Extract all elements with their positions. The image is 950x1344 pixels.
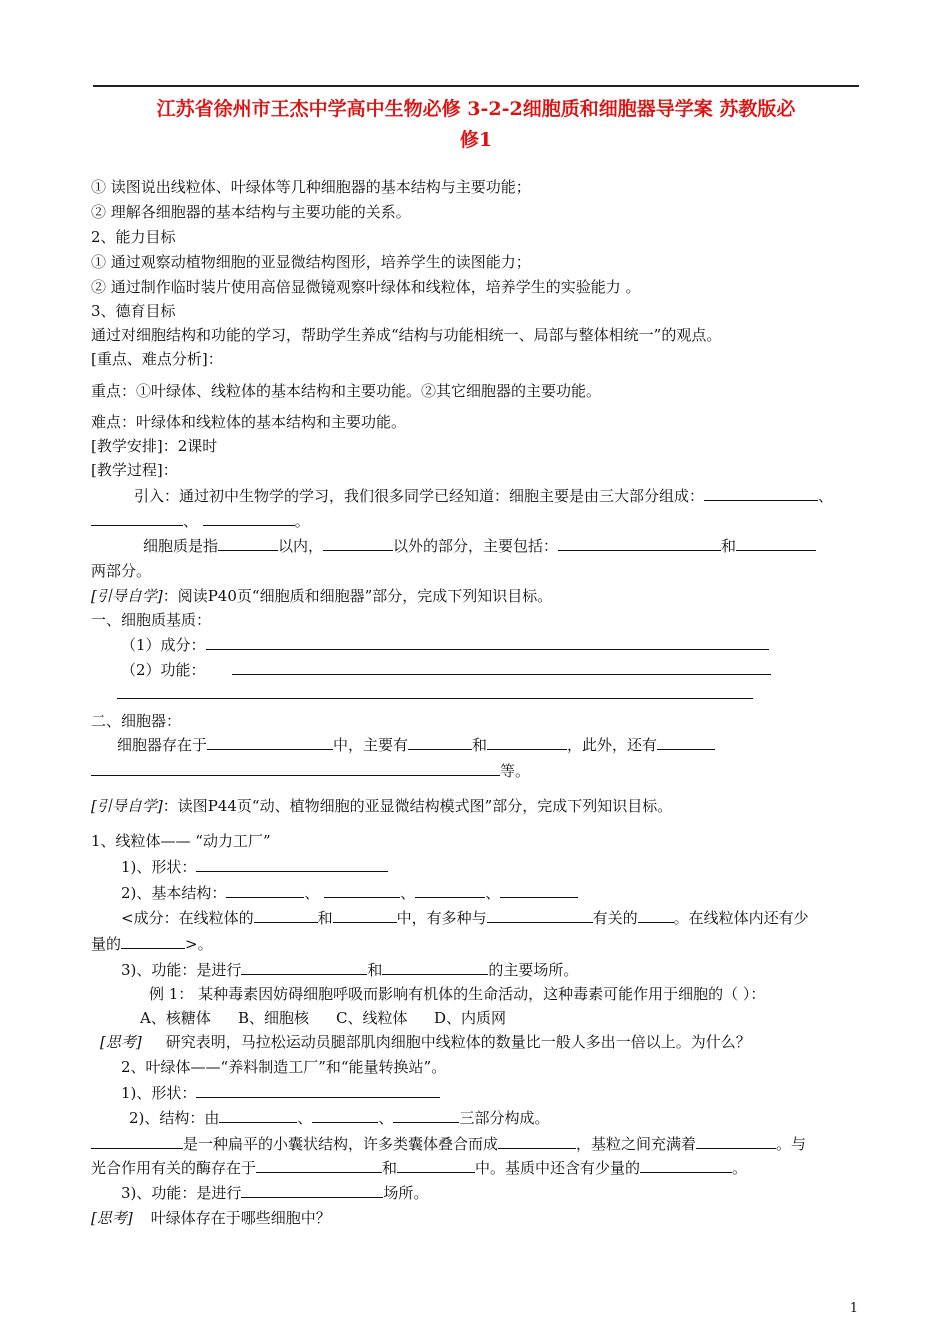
mito-heading: 1、线粒体—— “动力工厂” bbox=[91, 832, 271, 850]
option-a[interactable]: A、核糖体 bbox=[140, 1009, 211, 1027]
think-text: 研究表明，马拉松运动员腿部肌肉细胞中线粒体的数量比一般人多出一倍以上。为什么？ bbox=[165, 1033, 751, 1051]
text: 2)、基本结构： bbox=[121, 884, 227, 902]
mito-function bbox=[121, 959, 578, 981]
separator: 、 bbox=[400, 884, 416, 902]
example-options bbox=[140, 1007, 506, 1029]
text: 三部分构成。 bbox=[459, 1109, 550, 1127]
option-b[interactable]: B、细胞核 bbox=[238, 1009, 310, 1027]
page-number: 1 bbox=[849, 1301, 858, 1316]
think-label: [思考] bbox=[100, 1033, 142, 1051]
blank[interactable] bbox=[254, 907, 318, 923]
text: 细胞质是指 bbox=[143, 537, 219, 555]
teaching-schedule: [教学安排]：2课时 bbox=[91, 437, 218, 455]
text: 细胞器存在于 bbox=[117, 736, 208, 754]
chloro-function bbox=[121, 1182, 428, 1204]
text: 光合作用有关的酶存在于 bbox=[91, 1159, 257, 1177]
header-rule bbox=[93, 85, 859, 87]
objective-1: ① 读图说出线粒体、叶绿体等几种细胞器的基本结构与主要功能； bbox=[91, 178, 531, 196]
organelle-line bbox=[117, 734, 715, 756]
blank[interactable] bbox=[324, 882, 400, 898]
text: （2）功能： bbox=[121, 661, 206, 679]
separator: 、 bbox=[304, 884, 320, 902]
moral-heading: 3、德育目标 bbox=[91, 302, 176, 320]
organelle-line-2 bbox=[91, 760, 530, 782]
text: 有关的 bbox=[592, 909, 638, 927]
blank[interactable] bbox=[196, 856, 388, 872]
intro-line-2 bbox=[91, 510, 310, 532]
blank[interactable] bbox=[408, 734, 472, 750]
thylakoid-line bbox=[91, 1133, 806, 1155]
blank[interactable] bbox=[696, 1133, 776, 1149]
title-line-2: 修1 bbox=[459, 129, 493, 151]
blank[interactable] bbox=[219, 1107, 297, 1123]
ability-heading: 2、能力目标 bbox=[91, 228, 176, 246]
mito-structure bbox=[121, 882, 578, 904]
chloro-heading: 2、叶绿体——“养料制造工厂”和“能量转换站”。 bbox=[121, 1058, 447, 1076]
blank[interactable] bbox=[638, 907, 674, 923]
blank[interactable] bbox=[226, 882, 304, 898]
key-points: 重点：①叶绿体、线粒体的基本结构和主要功能。②其它细胞器的主要功能。 bbox=[91, 382, 602, 400]
text: 2)、结构：由 bbox=[129, 1109, 220, 1127]
mito-shape bbox=[121, 856, 388, 878]
text: 中。基质中还含有少量的 bbox=[475, 1159, 641, 1177]
text: 3)、功能：是进行 bbox=[121, 961, 242, 979]
period: 。 bbox=[732, 1159, 748, 1177]
mito-composition bbox=[121, 907, 809, 929]
blank[interactable] bbox=[487, 907, 593, 923]
difficult-points: 难点：叶绿体和线粒体的基本结构和主要功能。 bbox=[91, 413, 407, 431]
blank[interactable] bbox=[736, 535, 816, 551]
separator: 、 bbox=[485, 884, 501, 902]
blank[interactable] bbox=[196, 1082, 440, 1098]
title-line-1: 江苏省徐州市王杰中学高中生物必修 3-2-2细胞质和细胞器导学案 苏教版必 bbox=[156, 98, 796, 120]
chloro-shape bbox=[121, 1082, 440, 1104]
blank[interactable] bbox=[91, 1133, 183, 1149]
text: 的主要场所。 bbox=[488, 961, 579, 979]
separator: 、 bbox=[183, 512, 199, 530]
intro-line bbox=[134, 485, 833, 507]
text: 以内， bbox=[278, 537, 324, 555]
two-parts: 两部分。 bbox=[91, 562, 152, 580]
think-2 bbox=[91, 1207, 331, 1229]
function-line bbox=[121, 659, 771, 681]
separator: 、 bbox=[378, 1109, 394, 1127]
key-heading: [重点、难点分析]： bbox=[91, 350, 223, 368]
mito-composition-2 bbox=[91, 933, 213, 955]
text: 和 bbox=[721, 537, 737, 555]
text: 。在线粒体内还有少 bbox=[673, 909, 809, 927]
text: ，基粒之间充满着 bbox=[576, 1135, 697, 1153]
option-d[interactable]: D、内质网 bbox=[434, 1009, 507, 1027]
text: 是一种扁平的小囊状结构，许多类囊体叠合而成 bbox=[183, 1135, 499, 1153]
text: 中，主要有 bbox=[333, 736, 409, 754]
think-label: [思考] bbox=[91, 1209, 133, 1227]
text: 和 bbox=[382, 1159, 398, 1177]
ability-1: ① 通过观察动植物细胞的亚显微结构图形，培养学生的读图能力； bbox=[91, 253, 531, 271]
blank[interactable] bbox=[207, 734, 333, 750]
chloro-structure bbox=[129, 1107, 549, 1129]
separator: 、 bbox=[297, 1109, 313, 1127]
blank[interactable] bbox=[393, 1107, 459, 1123]
period: 。 bbox=[294, 512, 310, 530]
think-1 bbox=[100, 1031, 751, 1053]
blank[interactable] bbox=[121, 933, 185, 949]
text: 和 bbox=[317, 909, 333, 927]
cytoplasm-line bbox=[143, 535, 816, 557]
text: 场所。 bbox=[383, 1184, 429, 1202]
text: 。与 bbox=[776, 1135, 807, 1153]
function-blank-2[interactable] bbox=[117, 698, 753, 699]
text: 等。 bbox=[500, 762, 531, 780]
blank[interactable] bbox=[218, 535, 278, 551]
text: 和 bbox=[367, 961, 383, 979]
text: 中，有多种与 bbox=[396, 909, 487, 927]
enzyme-line bbox=[91, 1157, 747, 1179]
blank[interactable] bbox=[256, 1157, 382, 1173]
blank[interactable] bbox=[382, 959, 488, 975]
blank[interactable] bbox=[397, 1157, 475, 1173]
blank[interactable] bbox=[312, 1107, 378, 1123]
text: ，此外，还有 bbox=[567, 736, 658, 754]
ability-2: ② 通过制作临时装片使用高倍显微镜观察叶绿体和线粒体，培养学生的实验能力 。 bbox=[91, 278, 641, 296]
example-1: 例 1： 某种毒素因妨碍细胞呼吸而影响有机体的生命活动，这种毒素可能作用于细胞的（ ）： bbox=[149, 985, 766, 1003]
text: 和 bbox=[472, 736, 488, 754]
blank[interactable] bbox=[487, 734, 567, 750]
think-text: 叶绿体存在于哪些细胞中？ bbox=[150, 1209, 331, 1227]
text: 1)、形状： bbox=[121, 1084, 197, 1102]
blank[interactable] bbox=[203, 510, 295, 526]
blank[interactable] bbox=[323, 535, 393, 551]
blank[interactable] bbox=[704, 485, 818, 501]
guide-text: ：读图P44页“动、植物细胞的亚显微结构模式图”部分，完成下列知识目标。 bbox=[162, 797, 673, 815]
guide-label: [引导自学] bbox=[91, 587, 163, 605]
teaching-process: [教学过程]： bbox=[91, 461, 178, 479]
blank[interactable] bbox=[241, 1182, 383, 1198]
guide-line-2 bbox=[91, 795, 672, 817]
blank[interactable] bbox=[333, 907, 397, 923]
blank[interactable] bbox=[91, 760, 500, 776]
objective-2: ② 理解各细胞器的基本结构与主要功能的关系。 bbox=[91, 203, 411, 221]
composition-line bbox=[121, 634, 769, 656]
moral-1: 通过对细胞结构和功能的学习，帮助学生养成“结构与功能相统一、局部与整体相统一”的观点。 bbox=[91, 326, 722, 344]
blank[interactable] bbox=[657, 734, 715, 750]
matrix-heading: 一、细胞质基质： bbox=[91, 611, 212, 629]
text: <成分：在线粒体的 bbox=[121, 909, 254, 927]
text: 3)、功能：是进行 bbox=[121, 1184, 242, 1202]
blank[interactable] bbox=[241, 959, 367, 975]
text: 以外的部分，主要包括： bbox=[393, 537, 559, 555]
blank[interactable] bbox=[206, 634, 769, 650]
guide-label: [引导自学] bbox=[91, 797, 163, 815]
organelle-heading: 二、细胞器： bbox=[91, 712, 182, 730]
intro-text: 引入：通过初中生物学的学习，我们很多同学已经知道：细胞主要是由三大部分组成： bbox=[134, 487, 705, 505]
blank[interactable] bbox=[558, 535, 721, 551]
text: 1)、形状： bbox=[121, 858, 197, 876]
option-c[interactable]: C、线粒体 bbox=[336, 1009, 408, 1027]
blank[interactable] bbox=[91, 510, 183, 526]
guide-text: ：阅读P40页“细胞质和细胞器”部分，完成下列知识目标。 bbox=[162, 587, 553, 605]
document-title bbox=[93, 94, 859, 156]
separator: 、 bbox=[818, 487, 834, 505]
blank[interactable] bbox=[500, 882, 578, 898]
guide-line-1 bbox=[91, 585, 552, 607]
blank[interactable] bbox=[640, 1157, 732, 1173]
blank[interactable] bbox=[498, 1133, 576, 1149]
blank[interactable] bbox=[232, 659, 771, 675]
text: 量的 bbox=[91, 935, 122, 953]
text: （1）成分： bbox=[121, 636, 206, 654]
blank[interactable] bbox=[415, 882, 485, 898]
text: >。 bbox=[185, 935, 213, 953]
